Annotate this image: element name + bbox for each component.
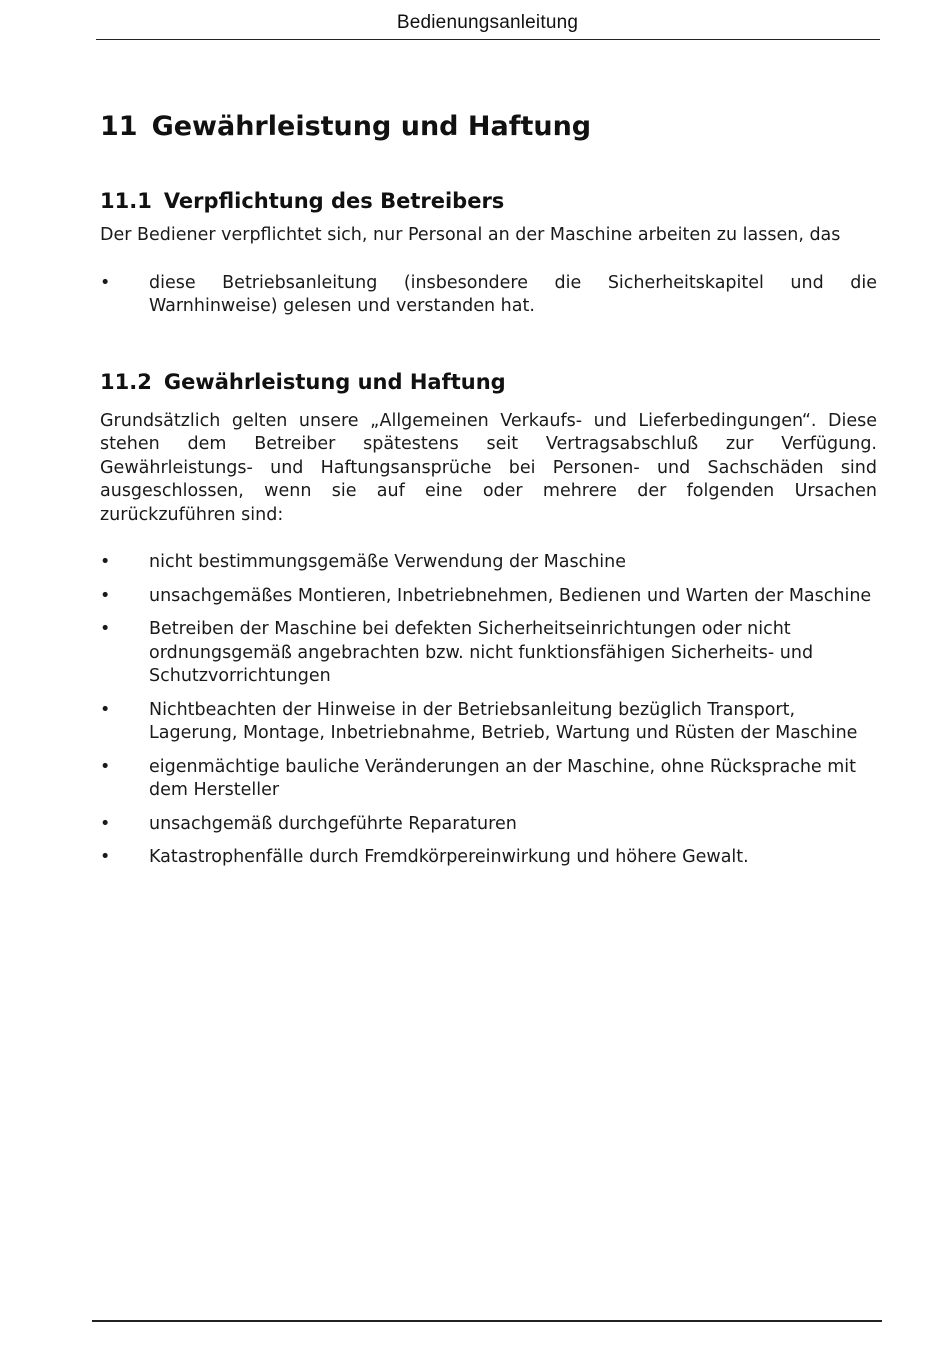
list-item xyxy=(100,813,877,837)
section-number: 11.2 xyxy=(100,369,152,394)
section-number: 11.1 xyxy=(100,189,152,213)
list-item-text: unsachgemäß durchgeführte Reparaturen xyxy=(149,813,517,834)
chapter-title: Gewährleistung und Haftung xyxy=(151,111,592,142)
list-item xyxy=(100,756,877,803)
list-item-text: eigenmächtige bauliche Veränderungen an der Maschine, ohne Rücksprache mit dem Hersteller xyxy=(149,756,857,800)
list-item xyxy=(100,699,877,746)
section-heading-11-1 xyxy=(100,186,877,216)
section-heading-11-2 xyxy=(100,367,877,397)
list-item-text: diese Betriebsanleitung (insbesondere die Sicherheitskapitel und die Warnhinweise) gelesen und verstanden hat. xyxy=(149,272,877,316)
list-item-text: Katastrophenfälle durch Fremdkörpereinwirkung und höhere Gewalt. xyxy=(149,847,749,867)
footer-divider xyxy=(92,1320,882,1322)
list-item xyxy=(100,272,877,319)
chapter-number: 11 xyxy=(100,111,138,142)
bullet-icon: • xyxy=(100,552,111,572)
bullet-icon: • xyxy=(100,813,111,834)
list-item xyxy=(100,846,877,870)
list-item-text: Betreiben der Maschine bei defekten Sicherheitseinrichtungen oder nicht ordnungsgemäß angebrachten bzw. nicht funktionsfähigen Sicherheits- und Schutzvorrichtungen xyxy=(149,619,814,686)
list-item-text: nicht bestimmungsgemäße Verwendung der Maschine xyxy=(149,552,627,572)
header-divider xyxy=(96,39,880,40)
section-title: Gewährleistung und Haftung xyxy=(163,369,506,394)
bullet-icon: • xyxy=(100,585,111,606)
section-11-1-intro: Der Bediener verpflichtet sich, nur Personal an der Maschine arbeiten zu lassen, das xyxy=(100,225,841,245)
list-item xyxy=(100,585,877,609)
page-header-title: Bedienungsanleitung xyxy=(396,12,579,33)
bullet-icon: • xyxy=(100,619,111,639)
list-item xyxy=(100,551,877,575)
bullet-icon: • xyxy=(100,272,111,293)
bullet-icon: • xyxy=(100,699,111,720)
page-content xyxy=(100,108,877,870)
bullet-icon: • xyxy=(100,847,111,867)
chapter-heading xyxy=(100,108,877,146)
section-11-2-list xyxy=(100,551,877,870)
list-item-text: Nichtbeachten der Hinweise in der Betriebsanleitung bezüglich Transport, Lagerung, Montage, Inbetriebnahme, Betrieb, Wartung und Rüsten der Maschine xyxy=(149,699,858,743)
section-11-1-list xyxy=(100,272,877,319)
list-item xyxy=(100,618,877,689)
list-item-text: unsachgemäßes Montieren, Inbetriebnehmen, Bedienen und Warten der Maschine xyxy=(149,585,872,606)
bullet-icon: • xyxy=(100,756,111,777)
section-11-2-intro: Grundsätzlich gelten unsere „Allgemeinen Verkaufs- und Lieferbedingungen“. Diese stehen dem Betreiber spätestens seit Vertragsabschluß zur Verfügung. Gewährleistungs- und Haftungsansprüche bei Personen- und Sachschäden sind ausgeschlossen, wenn sie auf eine oder mehrere der folgenden Ursachen zurückzuführen sind: xyxy=(100,410,877,525)
section-title: Verpflichtung des Betreibers xyxy=(163,189,505,213)
